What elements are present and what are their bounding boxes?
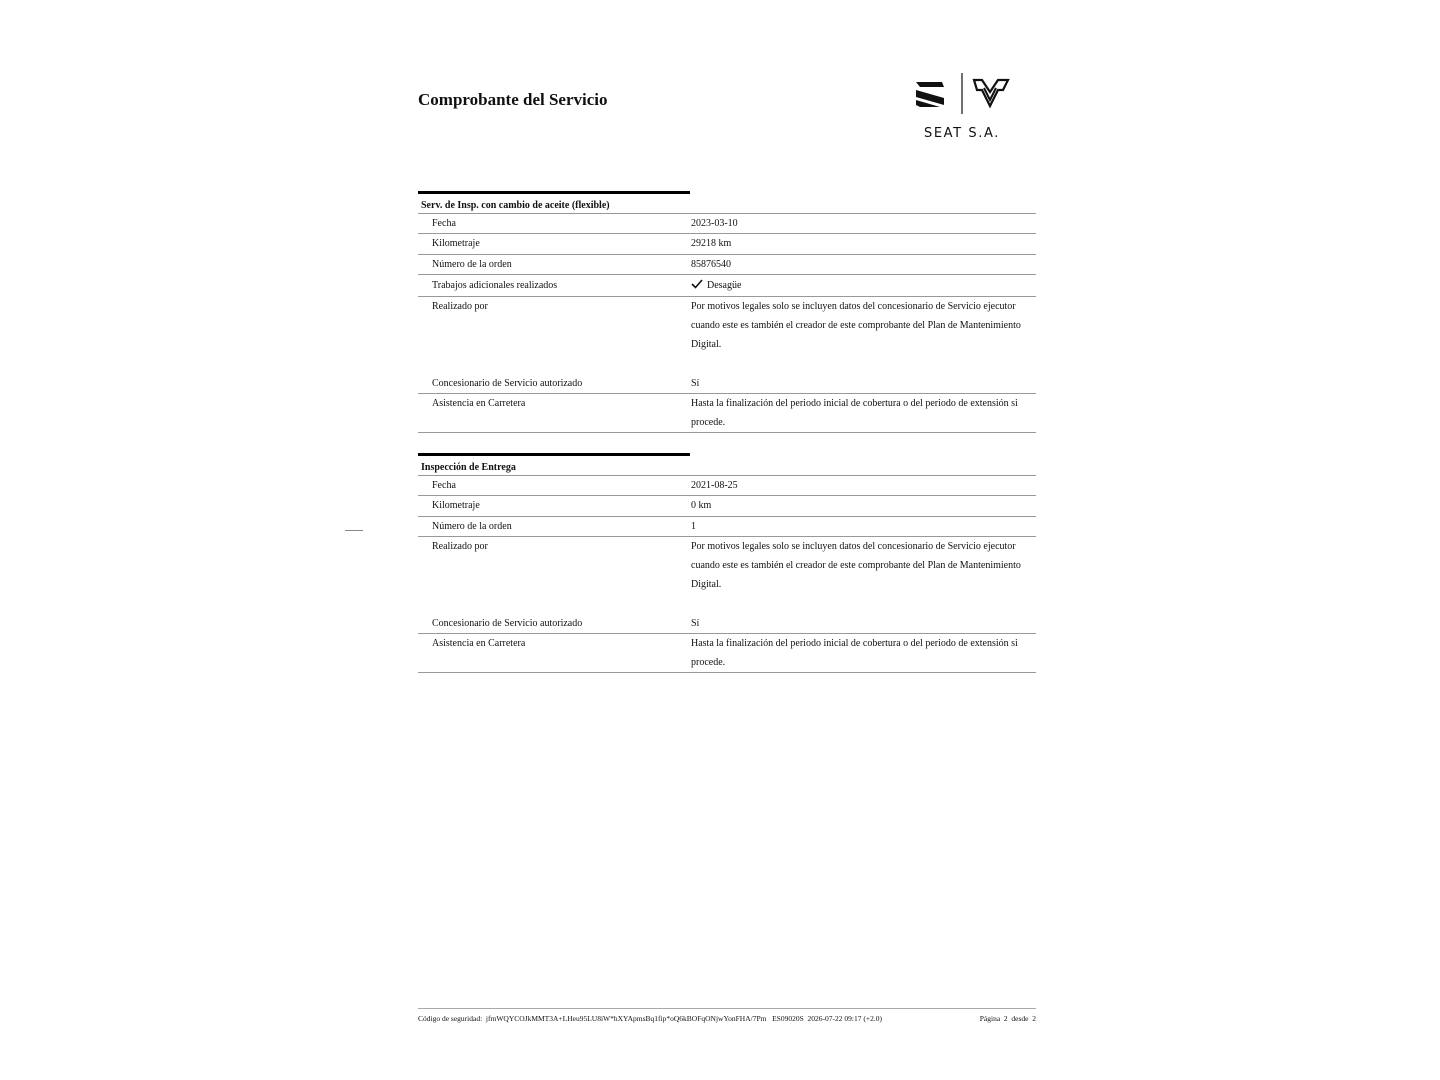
row-label: Realizado por: [432, 540, 488, 552]
row-value: Hasta la finalización del periodo inicial de cobertura o del periodo de extensión si procede.: [691, 638, 1018, 669]
row-label: Número de la orden: [432, 520, 512, 532]
row-value: [691, 275, 1036, 296]
service-section-delivery-inspection: [418, 453, 1036, 673]
row-date: [418, 214, 1036, 234]
additional-work-item: Desagüe: [707, 279, 742, 291]
page-title: Comprobante del Servicio: [418, 90, 608, 109]
row-roadside-assistance: [418, 634, 1036, 673]
row-label: Kilometraje: [432, 500, 480, 512]
row-performed-by: [418, 297, 1036, 374]
row-label: Fecha: [432, 480, 456, 491]
row-mileage: [418, 496, 1036, 516]
row-authorized-dealer: [418, 374, 1036, 394]
row-value: Sí: [691, 377, 700, 389]
row-value: Por motivos legales solo se incluyen datos del concesionario de Servicio ejecutor cuando este es también el creador de este comprobante del Plan de Mantenimiento Digital.: [691, 300, 1021, 351]
page-footer: [418, 1008, 1036, 1023]
row-value: 0 km: [691, 500, 712, 512]
row-value: Hasta la finalización del periodo inicial de cobertura o del periodo de extensión si procede.: [691, 398, 1018, 429]
brand-logo: [910, 70, 1020, 150]
row-label: Concesionario de Servicio autorizado: [432, 617, 583, 629]
row-value: Por motivos legales solo se incluyen datos del concesionario de Servicio ejecutor cuando este es también el creador de este comprobante del Plan de Mantenimiento Digital.: [691, 540, 1021, 591]
row-additional-work: [418, 275, 1036, 297]
row-label: Asistencia en Carretera: [432, 638, 526, 650]
brand-name: SEAT S.A.: [923, 126, 1000, 141]
row-value: 29218 km: [691, 238, 732, 250]
row-order-number: [418, 517, 1036, 537]
row-label: Fecha: [432, 218, 456, 229]
security-code: Código de seguridad: jfmWQYCOJkMMT3A+LHeu95LU8iW*hXYApmsBq1fip*oQ6kBOFqONjwYonFHA/7Pm ES09020S 2026-07-22 09:17 (+2.0): [418, 1014, 882, 1023]
row-value: 2023-03-10: [691, 218, 738, 229]
service-section-oil-change: [418, 191, 1036, 433]
row-value: 1: [691, 520, 696, 532]
row-label: Realizado por: [432, 300, 488, 312]
row-performed-by: [418, 537, 1036, 614]
row-label: Asistencia en Carretera: [432, 398, 526, 410]
row-date: [418, 476, 1036, 496]
row-label: Trabajos adicionales realizados: [432, 279, 558, 291]
seat-cupra-logo-icon: [910, 70, 1014, 120]
cupra-logo-icon: [974, 80, 1008, 106]
row-roadside-assistance: [418, 394, 1036, 433]
page-number: Página 2 desde 2: [979, 1014, 1036, 1023]
section-title: Serv. de Insp. con cambio de aceite (flexible): [418, 194, 1036, 214]
row-label: Kilometraje: [432, 238, 480, 250]
row-value: 2021-08-25: [691, 480, 738, 491]
section-title: Inspección de Entrega: [418, 456, 1036, 476]
row-label: Concesionario de Servicio autorizado: [432, 377, 583, 389]
seat-logo-icon: [916, 82, 944, 107]
row-authorized-dealer: [418, 614, 1036, 634]
row-value: Sí: [691, 617, 700, 629]
row-order-number: [418, 255, 1036, 275]
row-label: Número de la orden: [432, 258, 512, 270]
margin-mark: [345, 530, 363, 531]
row-mileage: [418, 234, 1036, 254]
checkmark-icon: [691, 279, 703, 289]
row-value: 85876540: [691, 258, 731, 270]
